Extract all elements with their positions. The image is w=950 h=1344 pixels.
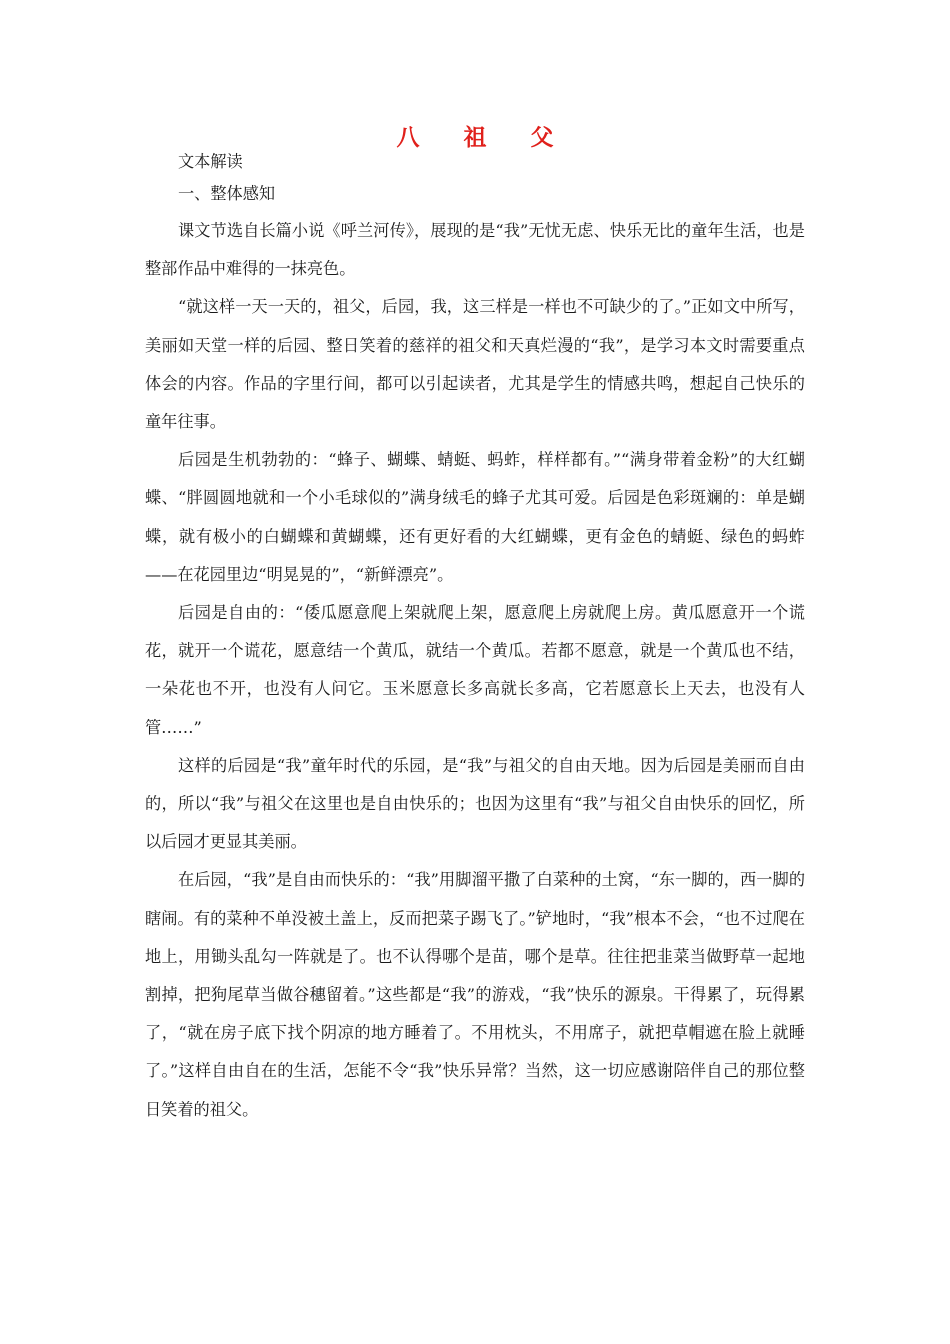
document-body	[145, 146, 805, 1129]
document-title: 八 祖 父	[396, 125, 572, 151]
paragraph: 这样的后园是“我”童年时代的乐园，是“我”与祖父的自由天地。因为后园是美丽而自由的，所以“我”与祖父在这里也是自由快乐的；也因为这里有“我”与祖父自由快乐的回忆，所以后园才更显其美丽。	[145, 755, 805, 852]
paragraph: “就这样一天一天的，祖父，后园，我，这三样是一样也不可缺少的了。”正如文中所写，美丽如天堂一样的后园、整日笑着的慈祥的祖父和天真烂漫的“我”，是学习本文时需要重点体会的内容。作品的字里行间，都可以引起读者，尤其是学生的情感共鸣，想起自己快乐的童年往事。	[145, 297, 805, 432]
paragraph: 课文节选自长篇小说《呼兰河传》，展现的是“我”无忧无虑、快乐无比的童年生活，也是整部作品中难得的一抹亮色。	[145, 221, 805, 279]
paragraph: 在后园，“我”是自由而快乐的：“我”用脚溜平撒了白菜种的土窝，“东一脚的，西一脚的瞎闹。有的菜种不单没被土盖上，反而把菜子踢飞了。”铲地时，“我”根本不会，“也不过爬在地上，用锄头乱勾一阵就是了。也不认得哪个是苗，哪个是草。往往把韭菜当做野草一起地割掉，把狗尾草当做谷穗留着。”这些都是“我”的游戏，“我”快乐的源泉。干得累了，玩得累了，“就在房子底下找个阴凉的地方睡着了。不用枕头，不用席子，就把草帽遮在脸上就睡了。”这样自由自在的生活，怎能不令“我”快乐异常？当然，这一切应感谢陪伴自己的那位整日笑着的祖父。	[145, 870, 805, 1119]
paragraph: 后园是自由的：“倭瓜愿意爬上架就爬上架，愿意爬上房就爬上房。黄瓜愿意开一个谎花，就开一个谎花，愿意结一个黄瓜，就结一个黄瓜。若都不愿意，就是一个黄瓜也不结，一朵花也不开，也没有人问它。玉米愿意长多高就长多高，它若愿意长上天去，也没有人管……”	[145, 603, 805, 737]
section-label: 文本解读	[178, 152, 243, 171]
paragraph: 后园是生机勃勃的：“蜂子、蝴蝶、蜻蜓、蚂蚱，样样都有。”“满身带着金粉”的大红蝴蝶、“胖圆圆地就和一个小毛球似的”满身绒毛的蜂子尤其可爱。后园是色彩斑斓的：单是蝴蝶，就有极小的白蝴蝶和黄蝴蝶，还有更好看的大红蝴蝶，更有金色的蜻蜓、绿色的蚂蚱——在花园里边“明晃晃的”，“新鲜漂亮”。	[145, 450, 805, 584]
subsection-label: 一、整体感知	[178, 184, 276, 203]
